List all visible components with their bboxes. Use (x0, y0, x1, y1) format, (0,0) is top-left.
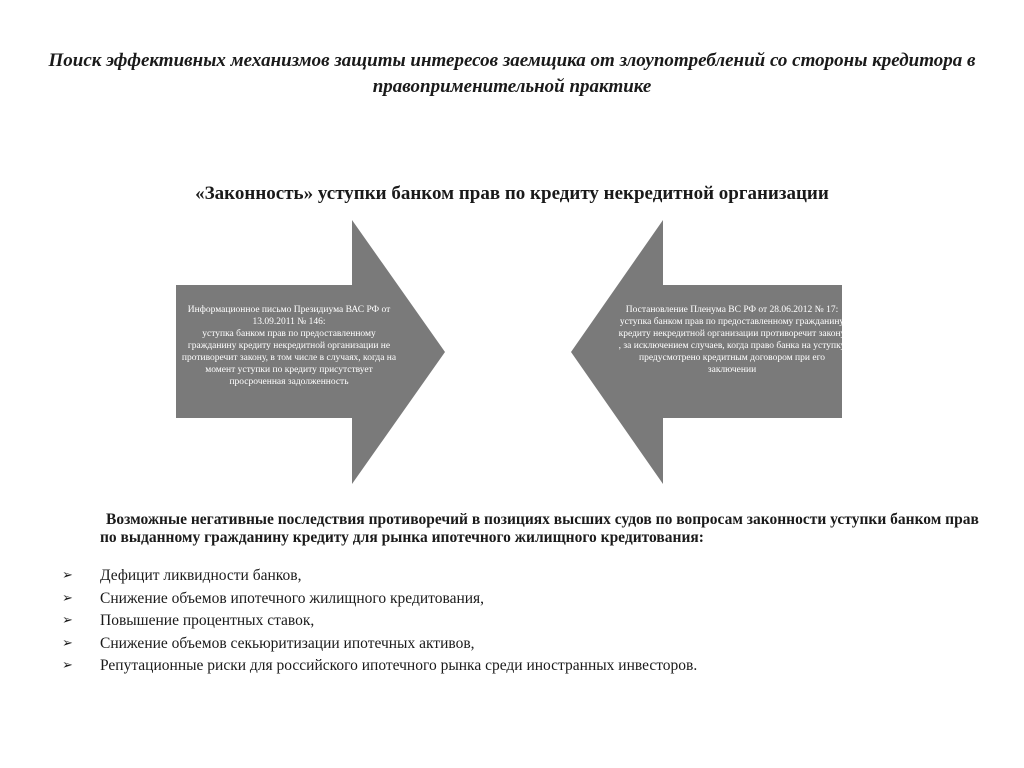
right-arrow-body: уступка банком прав по предоставленному гражданину кредиту некредитной организации противоречит закону , за исключением случаев, когда право банка на уступку предусмотрено кредитным договором при его заключении (618, 317, 846, 375)
left-arrow-text (178, 304, 400, 388)
list-item (62, 565, 697, 588)
section-subtitle: «Законность» уступки банком прав по кредиту некредитной организации (195, 183, 829, 204)
list-item-text: Снижение объемов ипотечного жилищного кредитования, (100, 589, 485, 607)
arrow-bullet-icon: ➢ (62, 658, 73, 673)
left-arrow-heading: Информационное письмо Президиума ВАС РФ от 13.09.2011 № 146: (187, 305, 391, 327)
list-item (62, 633, 697, 656)
list-item (62, 610, 697, 633)
page-title: Поиск эффективных механизмов защиты интересов заемщика от злоупотреблений со стороны кредитора в правоприменительной практике (48, 50, 976, 97)
list-item-text: Повышение процентных ставок, (100, 612, 315, 629)
list-item-text: Репутационные риски для российского ипотечного рынка среди иностранных инвесторов. (100, 657, 698, 674)
consequences-list (62, 565, 697, 678)
list-item-text: Снижение объемов секьюритизации ипотечных активов, (100, 634, 475, 652)
arrow-bullet-icon: ➢ (62, 568, 73, 583)
arrow-bullet-icon: ➢ (62, 613, 73, 628)
consequences-heading: Возможные негативные последствия противоречий в позициях высших судов по вопросам законности уступки банком прав по выданному гражданину кредиту для рынка ипотечного жилищного кредитования: (100, 511, 979, 546)
right-arrow-text (618, 304, 846, 376)
arrow-bullet-icon: ➢ (62, 590, 73, 606)
list-item-text: Дефицит ликвидности банков, (100, 567, 302, 584)
arrow-bullet-icon: ➢ (62, 635, 73, 651)
right-arrow-heading: Постановление Пленума ВС РФ от 28.06.2012 № 17: (625, 305, 839, 315)
list-item (62, 655, 697, 678)
left-arrow-body: уступка банком прав по предоставленному гражданину кредиту некредитной организации не противоречит закону, в том числе в случаях, когда на момент уступки по кредиту присутствует просроченная задолженность (181, 329, 397, 387)
list-item (62, 588, 697, 611)
